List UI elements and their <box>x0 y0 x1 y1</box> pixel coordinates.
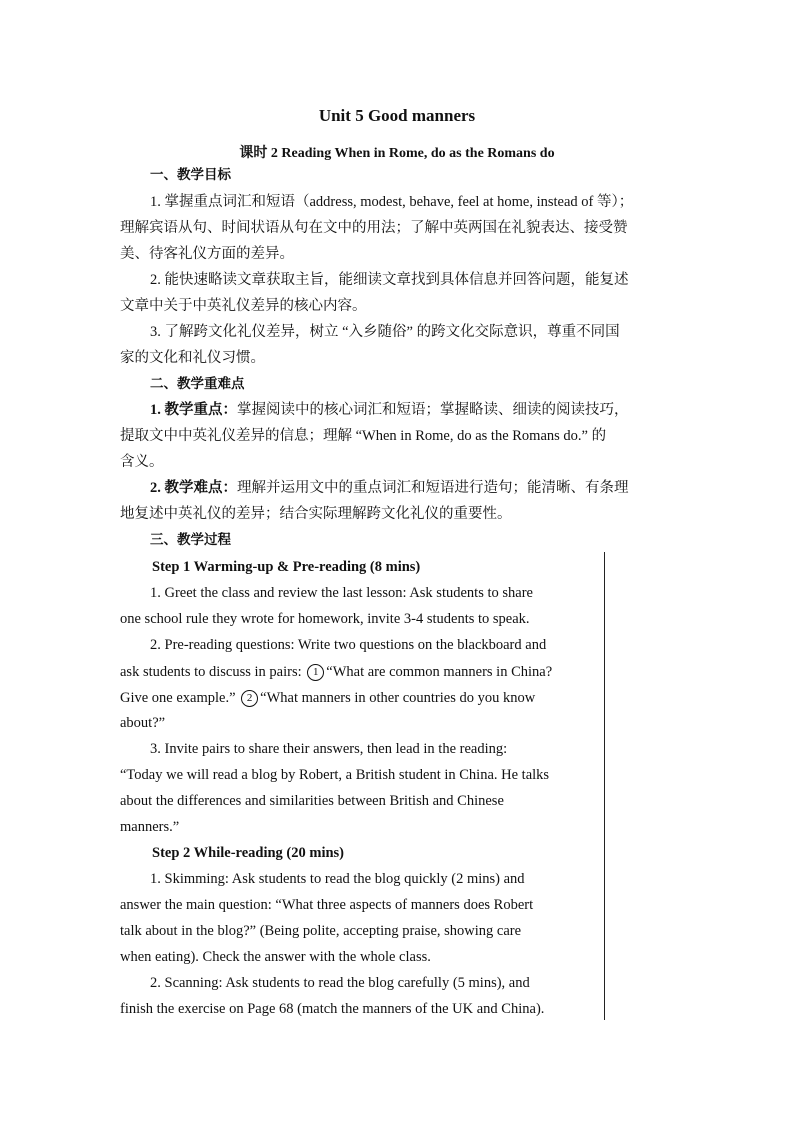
step-1-p2-line-2 <box>120 664 552 681</box>
step-1-p3-line-2: “Today we will read a blog by Robert, a British student in China. He talks <box>120 767 550 783</box>
keypoint-1-label: 1. 教学重点： <box>150 402 237 418</box>
step-2-heading: Step 2 While-reading (20 mins) <box>152 845 345 861</box>
circled-number-1: 1 <box>307 664 324 681</box>
step-1-p2-line-4: about?” <box>120 715 166 731</box>
page-title: Unit 5 Good manners <box>318 106 476 125</box>
keypoints-heading: 二、教学重难点 <box>150 376 245 391</box>
question-2-text: “What manners in other countries do you know <box>260 690 536 706</box>
step-1-p3-line-1: 3. Invite pairs to share their answers, then lead in the reading: <box>150 741 508 757</box>
keypoint-1-line-2: 提取文中中英礼仪差异的信息；理解 “When in Rome, do as the Romans do.” 的 <box>120 428 607 444</box>
step-2-p2-line-1: 2. Scanning: Ask students to read the blog carefully (5 mins), and <box>150 975 530 991</box>
step-2-p2-line-2: finish the exercise on Page 68 (match the manners of the UK and China). <box>120 1001 545 1017</box>
step-2-p1-line-4: when eating). Check the answer with the whole class. <box>120 949 431 965</box>
objective-2-line-1: 2. 能快速略读文章获取主旨，能细读文章找到具体信息并回答问题，能复述 <box>150 272 629 288</box>
step-1-p3-line-3: about the differences and similarities between British and Chinese <box>120 793 504 809</box>
step-1-heading: Step 1 Warming-up & Pre-reading (8 mins) <box>152 559 421 575</box>
keypoint-2-text: 理解并运用文中的重点词汇和短语进行造句；能清晰、有条理 <box>237 480 629 496</box>
lesson-subtitle: 课时 2 Reading When in Rome, do as the Romans do <box>239 146 555 161</box>
keypoint-1-text: 掌握阅读中的核心词汇和短语；掌握略读、细读的阅读技巧， <box>237 402 629 418</box>
objective-1-line-2: 理解宾语从句、时间状语从句在文中的用法；了解中英两国在礼貌表达、接受赞 <box>120 220 628 236</box>
step-2-p1-line-1: 1. Skimming: Ask students to read the blog quickly (2 mins) and <box>150 871 525 887</box>
objective-1-line-3: 美、待客礼仪方面的差异。 <box>120 246 294 262</box>
objective-1-line-1: 1. 掌握重点词汇和短语（address, modest, behave, feel at home, instead of 等）； <box>150 194 634 210</box>
step-1-p1-line-1: 1. Greet the class and review the last lesson: Ask students to share <box>150 585 533 601</box>
keypoint-2-label: 2. 教学难点： <box>150 480 237 496</box>
step-2-p1-line-3: talk about in the blog?” (Being polite, accepting praise, showing care <box>120 923 522 939</box>
objective-3-line-1: 3. 了解跨文化礼仪差异，树立 “入乡随俗” 的跨文化交际意识，尊重不同国 <box>150 324 620 340</box>
keypoint-1-line-3: 含义。 <box>120 454 164 470</box>
question-1-end: Give one example.” <box>120 690 236 706</box>
objective-3-line-2: 家的文化和礼仪习惯。 <box>120 350 265 366</box>
keypoint-2-line-1 <box>150 481 629 496</box>
step-1-p2-line-1: 2. Pre-reading questions: Write two questions on the blackboard and <box>150 637 547 653</box>
objectives-heading: 一、教学目标 <box>150 167 231 182</box>
step-1-p1-line-2: one school rule they wrote for homework, invite 3-4 students to speak. <box>120 611 530 627</box>
keypoint-1-line-1 <box>150 403 629 418</box>
objective-2-line-2: 文章中关于中英礼仪差异的核心内容。 <box>120 298 367 314</box>
table-right-border <box>604 552 605 1020</box>
question-1-text: “What are common manners in China? <box>326 664 553 680</box>
step-1-p3-line-4: manners.” <box>120 819 180 835</box>
step-1-p2-line-2-text: ask students to discuss in pairs: <box>120 664 302 680</box>
circled-number-2: 2 <box>241 690 258 707</box>
step-1-p2-line-3 <box>120 690 535 707</box>
process-heading: 三、教学过程 <box>150 532 231 547</box>
keypoint-2-line-2: 地复述中英礼仪的差异；结合实际理解跨文化礼仪的重要性。 <box>120 506 512 522</box>
step-2-p1-line-2: answer the main question: “What three aspects of manners does Robert <box>120 897 534 913</box>
